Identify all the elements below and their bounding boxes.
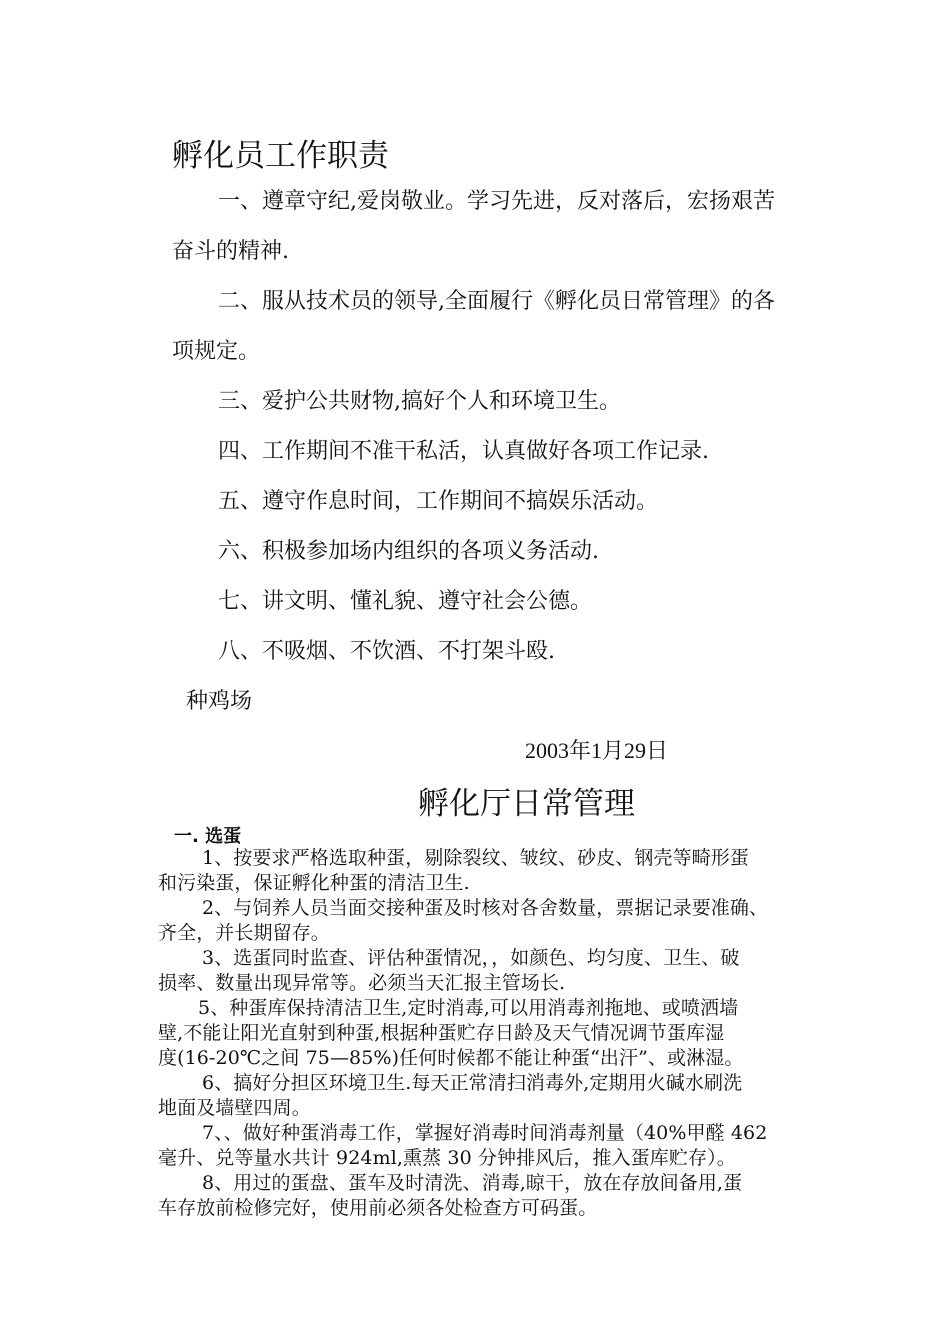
- rule-item-2: [158, 896, 848, 946]
- rule-line: 毫升、兑等量水共计 924ml,熏蒸 30 分钟排风后，推入蛋库贮存）。: [158, 1147, 736, 1169]
- duty-text: 不吸烟、不饮酒、不打架斗殴.: [262, 639, 556, 664]
- rule-line: 齐全，并长期留存。: [158, 922, 330, 944]
- rule-item-5: [158, 996, 848, 1071]
- signature-date: 2003年1月29日: [525, 738, 669, 763]
- duty-number: 六、: [218, 539, 263, 564]
- duty-item-6: [172, 534, 882, 565]
- duty-item-4: [172, 434, 882, 465]
- rule-line: 8、用过的蛋盘、蛋车及时清洗、消毒,晾干，放在存放间备用,蛋: [202, 1172, 743, 1194]
- section-subheading: 一. 选蛋: [174, 826, 242, 847]
- rule-item-7: [158, 1121, 848, 1171]
- rule-line: 5、种蛋库保持清洁卫生,定时消毒,可以用消毒剂拖地、或喷洒墙: [198, 997, 739, 1019]
- signature-organization: 种鸡场: [186, 689, 253, 714]
- duty-number: 八、: [218, 639, 263, 664]
- rule-line: 6、搞好分担区环境卫生.每天正常清扫消毒外,定期用火碱水刷洗: [202, 1072, 743, 1094]
- rule-line: 车存放前检修完好，使用前必须各处检查方可码蛋。: [158, 1197, 598, 1219]
- duty-item-5: [172, 484, 882, 515]
- rule-line: 和污染蛋，保证孵化种蛋的清洁卫生.: [158, 872, 470, 894]
- rule-line: 损率、数量出现异常等。必须当天汇报主管场长.: [158, 972, 566, 994]
- duty-item-2-continuation: 项规定。: [172, 339, 261, 364]
- rule-line: 2、与饲养人员当面交接种蛋及时核对各舍数量，票据记录要准确、: [202, 897, 769, 919]
- duty-number: 四、: [218, 439, 263, 464]
- duty-text: 爱护公共财物,搞好个人和环境卫生。: [262, 389, 622, 414]
- rule-line: 壁,不能让阳光直射到种蛋,根据种蛋贮存日龄及天气情况调节蛋库湿: [158, 1022, 725, 1044]
- duty-item-8: [172, 634, 882, 665]
- duty-text: 遵章守纪,爱岗敬业。学习先进，反对落后，宏扬艰苦: [262, 189, 776, 214]
- duty-number: 二、: [218, 289, 263, 314]
- rule-line: 3、选蛋同时监查、评估种蛋情况，，如颜色、均匀度、卫生、破: [202, 947, 740, 969]
- duty-number: 五、: [218, 489, 263, 514]
- rule-line: 1、按要求严格选取种蛋，剔除裂纹、皱纹、砂皮、钢壳等畸形蛋: [202, 847, 749, 869]
- duty-text: 工作期间不准干私活，认真做好各项工作记录.: [262, 439, 710, 464]
- rule-item-6: [158, 1071, 848, 1121]
- duty-text: 遵守作息时间，工作期间不搞娱乐活动。: [262, 489, 659, 514]
- duty-item-7: [172, 584, 882, 615]
- document-title: 孵化员工作职责: [172, 138, 389, 174]
- rule-item-8: [158, 1171, 848, 1221]
- rule-line: 7、、做好种蛋消毒工作，掌握好消毒时间消毒剂量（40%甲醛 462: [202, 1122, 768, 1144]
- duty-item-1-continuation: 奋斗的精神.: [172, 239, 289, 264]
- duty-text: 讲文明、懂礼貌、遵守社会公德。: [262, 589, 593, 614]
- rule-line: 度(16-20℃之间 75—85%)任何时候都不能让种蛋“出汗”、或淋湿。: [158, 1047, 744, 1069]
- duty-number: 三、: [218, 389, 263, 414]
- duty-text: 服从技术员的领导,全面履行《孵化员日常管理》的各: [262, 289, 776, 314]
- duty-number: 一、: [218, 189, 263, 214]
- section-title: 孵化厅日常管理: [418, 786, 635, 822]
- duty-number: 七、: [218, 589, 263, 614]
- duty-text: 积极参加场内组织的各项义务活动.: [262, 539, 600, 564]
- duty-item-3: [172, 384, 882, 415]
- duty-item-2: [172, 284, 882, 315]
- duty-item-1: [172, 184, 882, 215]
- rule-item-3: [158, 946, 848, 996]
- rule-line: 地面及墙壁四周。: [158, 1097, 311, 1119]
- rule-item-1: [158, 846, 848, 896]
